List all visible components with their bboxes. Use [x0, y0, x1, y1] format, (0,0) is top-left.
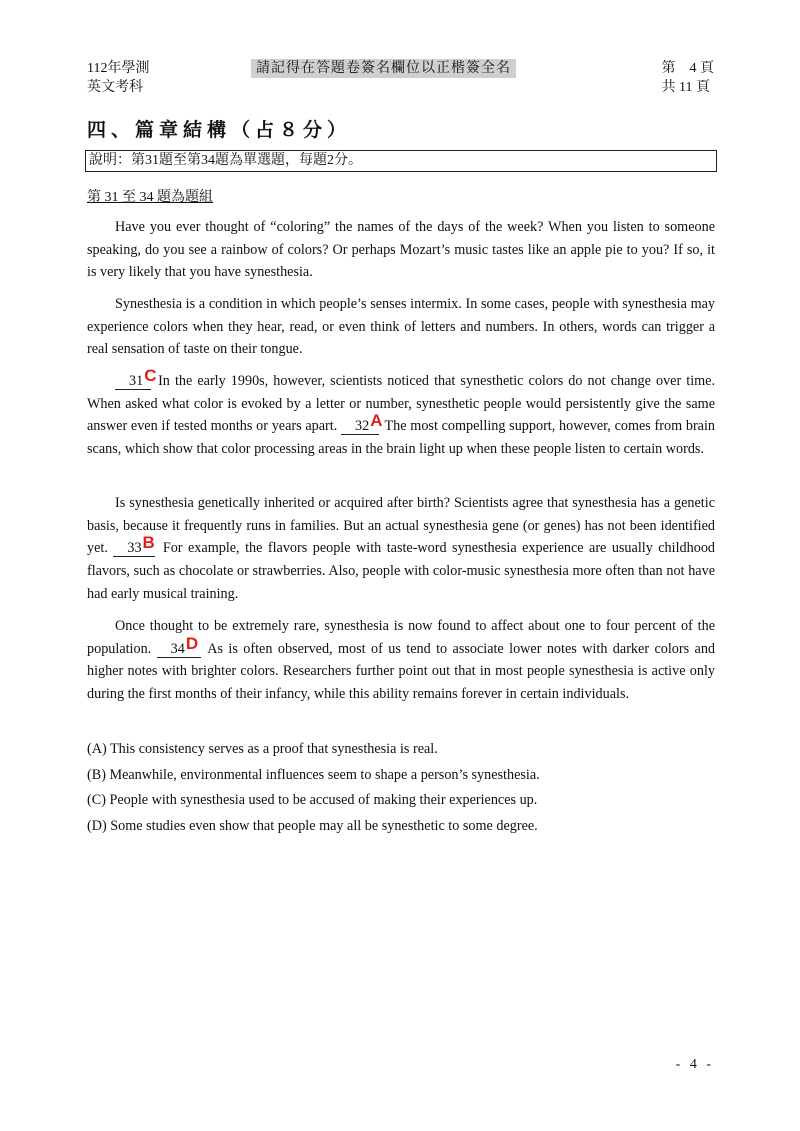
handwritten-answer: A [370, 411, 383, 431]
option-d: (D) Some studies even show that people may all be synesthetic to some degree. [87, 818, 538, 835]
handwritten-answer: B [142, 533, 155, 553]
page-indicator: 第 4 頁 [661, 61, 714, 76]
paragraph-text: Is synesthesia genetically inherited or acquired after birth? Scientists agree that synesthesia has a genetic basis, because it frequently runs in families. But an actual synesthesia gene (or genes) has not been identified yet. [87, 495, 715, 557]
header-left [87, 59, 149, 97]
exam-year: 112年學測 [87, 61, 150, 76]
paragraph-text: For example, the flavors people with taste-word synesthesia experience are usually childhood flavors, such as chocolate or strawberries. Also, people with color-music synesthesia more often than not have had early musical training. [87, 540, 716, 602]
paragraph-text: As is often observed, most of us tend to associate lower notes with darker colors and higher notes with brighter colors. Researchers further point out that in most people synesthesia is active only during the first months of their infancy, while this ability remains forever in certain individuals. [87, 640, 716, 703]
paragraph-text: In the early 1990s, however, scientists noticed that synesthetic colors do not change over time. When asked what color is evoked by a letter or number, synesthetic people would persistently give the same answer even if tested months or years apart. [87, 373, 716, 435]
blank-number: 34 [170, 640, 185, 657]
blank-number: 31 [129, 373, 144, 389]
question-group-title: 第 31 至 34 題為題組 [87, 190, 213, 205]
header-right [662, 59, 715, 97]
total-pages: 共 11 頁 [661, 80, 710, 95]
blank-32 [341, 411, 383, 435]
passage-paragraph-5 [87, 615, 715, 706]
passage-paragraph-1 [87, 216, 715, 284]
answer-options [87, 737, 540, 840]
paragraph-text: The most compelling support, however, comes from brain scans, which show that color processing areas in the brain light up when these people listen to certain words. [87, 418, 716, 458]
instruction-text: 說明：第31題至第34題為單選題，每題2分。 [89, 153, 362, 168]
handwritten-answer: D [185, 633, 199, 653]
passage-paragraph-2 [87, 293, 715, 361]
passage-paragraph-4 [87, 492, 715, 606]
paragraph-text: Have you ever thought of “coloring” the names of the days of the week? When you listen to someone speaking, do you see a rainbow of colors? Or perhaps Mozart’s music tastes like an apple pie to you? If so, it is very likely that you have synesthesia. [87, 219, 715, 281]
option-b: (B) Meanwhile, environmental influences seem to shape a person’s synesthesia. [87, 766, 540, 783]
paragraph-text: Synesthesia is a condition in which people’s senses intermix. In some cases, people with synesthesia may experience colors when they hear, read, or even think of letters and numbers. In others, words can trigger a real sensation of taste on their tongue. [87, 296, 715, 358]
paragraph-text: Once thought to be extremely rare, synesthesia is now found to affect about one to four percent of the population. [87, 618, 715, 657]
option-a: (A) This consistency serves as a proof that synesthesia is real. [87, 741, 438, 757]
blank-33 [113, 533, 155, 557]
passage-paragraph-3 [87, 366, 716, 461]
handwritten-answer: C [144, 366, 157, 385]
blank-31 [115, 366, 157, 390]
option-c: (C) People with synesthesia used to be accused of making their experiences up. [87, 792, 538, 809]
signature-notice: 請記得在答題卷簽名欄位以正楷簽全名 [251, 59, 516, 78]
page-number: - 4 - [675, 1057, 714, 1072]
blank-34 [157, 633, 201, 658]
instruction-box [85, 150, 717, 172]
blank-number: 32 [355, 418, 370, 435]
blank-number: 33 [127, 540, 142, 557]
section-title: 四、篇章結構（占８分） [87, 120, 352, 141]
subject: 英文考科 [87, 80, 143, 95]
